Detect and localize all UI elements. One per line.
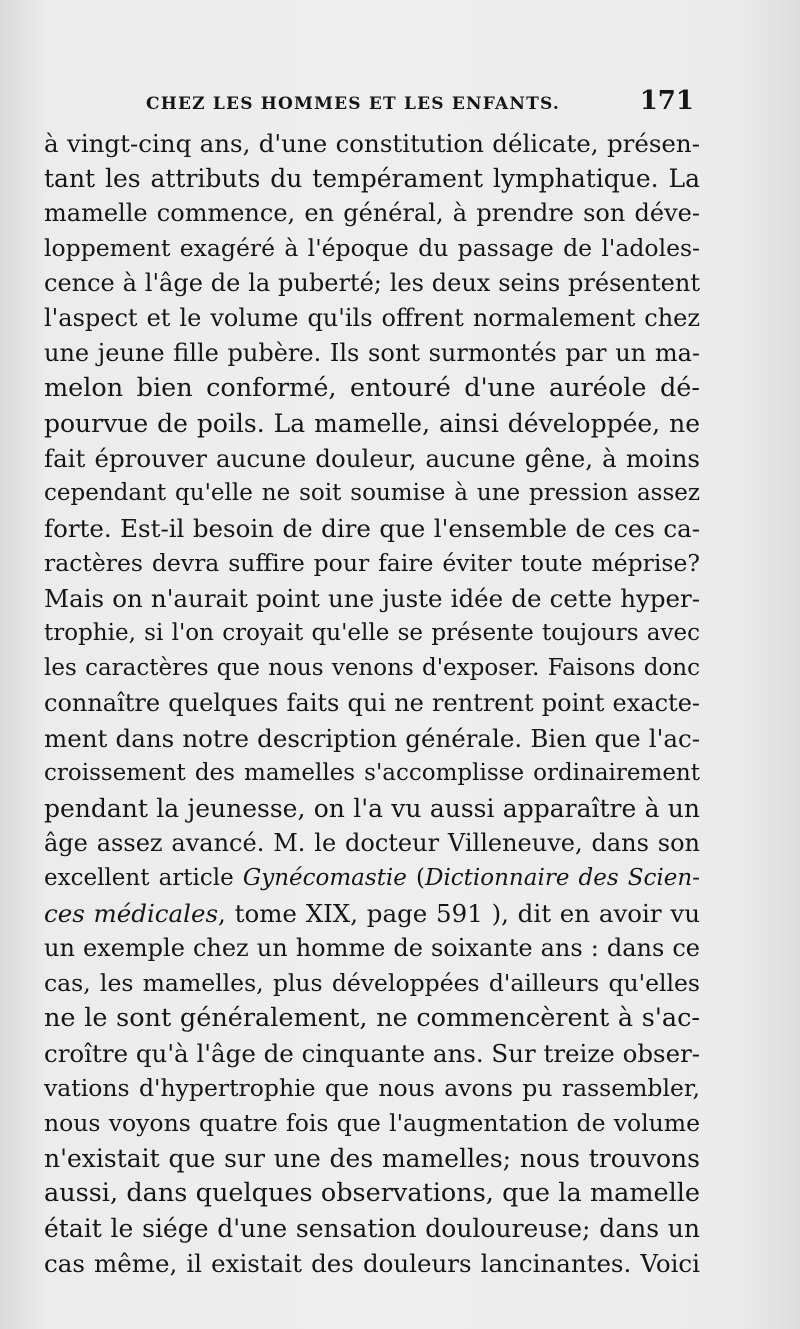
text-line — [44, 791, 700, 826]
text-segment: l'aspect et le volume qu'ils offrent normalement chez — [44, 304, 700, 332]
text-line — [44, 196, 700, 231]
text-line — [44, 406, 700, 441]
text-line — [44, 266, 700, 301]
text-line — [44, 616, 700, 651]
text-segment: aussi, dans quelques observations, que la mamelle — [44, 1178, 700, 1208]
text-segment: ( — [406, 865, 425, 891]
text-line — [44, 336, 700, 371]
text-segment: cas, les mamelles, plus développées d'ailleurs qu'elles — [44, 969, 700, 997]
text-line — [44, 1001, 700, 1036]
text-line — [44, 651, 700, 686]
text-segment: croître qu'à l'âge de cinquante ans. Sur treize obser- — [44, 1039, 700, 1068]
text-segment: un exemple chez un homme de soixante ans : dans ce — [44, 934, 700, 962]
text-segment: n'existait que sur une des mamelles; nous trouvons — [44, 1144, 700, 1173]
text-segment: mamelle commence, en général, à prendre son déve- — [44, 199, 700, 227]
running-head: CHEZ LES HOMMES ET LES ENFANTS. — [146, 94, 561, 114]
text-line — [44, 301, 700, 336]
text-line — [44, 546, 700, 581]
text-segment: ment dans notre description générale. Bien que l'ac- — [44, 724, 700, 753]
text-line — [44, 861, 700, 896]
text-segment: âge assez avancé. M. le docteur Villeneuve, dans son — [44, 829, 700, 857]
text-line — [44, 1176, 700, 1211]
text-segment: pourvue de poils. La mamelle, ainsi développée, ne — [44, 409, 700, 438]
page-number: 171 — [639, 86, 694, 116]
body-text — [44, 126, 700, 1281]
text-line — [44, 126, 700, 161]
text-segment: à vingt-cinq ans, d'une constitution délicate, présen- — [44, 129, 700, 158]
text-segment: cas même, il existait des douleurs lancinantes. Voici — [44, 1249, 700, 1278]
italic-text: Dictionnaire des Scien- — [425, 865, 700, 891]
text-line — [44, 896, 700, 931]
text-segment: vations d'hypertrophie que nous avons pu rassembler, — [44, 1074, 700, 1102]
text-line — [44, 231, 700, 266]
italic-text: Gynécomastie — [242, 865, 407, 891]
text-segment: ne le sont généralement, ne commencèrent à s'ac- — [44, 1003, 700, 1033]
text-segment: connaître quelques faits qui ne rentrent point exacte- — [44, 689, 700, 717]
text-line — [44, 721, 700, 756]
text-segment: était le siége d'une sensation douloureuse; dans un — [44, 1214, 700, 1243]
text-line — [44, 756, 700, 791]
text-segment: tant les attributs du tempérament lymphatique. La — [44, 164, 700, 193]
text-line — [44, 1071, 700, 1106]
text-line — [44, 1036, 700, 1071]
text-segment: forte. Est-il besoin de dire que l'ensemble de ces ca- — [44, 514, 700, 543]
text-line — [44, 441, 700, 476]
text-segment: les caractères que nous venons d'exposer. Faisons donc — [44, 655, 700, 681]
text-line — [44, 1246, 700, 1281]
text-segment: cence à l'âge de la puberté; les deux seins présentent — [44, 269, 700, 297]
text-segment: excellent article — [44, 865, 243, 891]
text-line — [44, 511, 700, 546]
text-segment: trophie, si l'on croyait qu'elle se présente toujours avec — [44, 620, 700, 646]
text-segment: melon bien conformé, entouré d'une auréole dé- — [44, 373, 700, 403]
text-segment: pendant la jeunesse, on l'a vu aussi apparaître à un — [44, 794, 700, 823]
text-line — [44, 581, 700, 616]
text-line — [44, 931, 700, 966]
text-line — [44, 826, 700, 861]
text-line — [44, 1141, 700, 1176]
text-line — [44, 1106, 700, 1141]
text-line — [44, 371, 700, 406]
page-header — [146, 86, 706, 122]
text-segment: ractères devra suffire pour faire éviter toute méprise? — [44, 549, 700, 577]
text-line — [44, 686, 700, 721]
text-segment: cependant qu'elle ne soit soumise à une pression assez — [44, 480, 700, 506]
text-line — [44, 1211, 700, 1246]
text-segment: loppement exagéré à l'époque du passage de l'adoles- — [44, 234, 700, 262]
text-segment: nous voyons quatre fois que l'augmentation de volume — [44, 1109, 700, 1137]
text-segment: fait éprouver aucune douleur, aucune gêne, à moins — [44, 444, 700, 473]
text-line — [44, 161, 700, 196]
text-line — [44, 966, 700, 1001]
text-segment: une jeune fille pubère. Ils sont surmontés par un ma- — [44, 339, 700, 367]
text-line — [44, 476, 700, 511]
italic-text: ces médicales — [44, 899, 219, 928]
text-segment: , tome XIX, page 591 ), dit en avoir vu — [218, 899, 700, 928]
text-segment: croissement des mamelles s'accomplisse ordinairement — [44, 760, 700, 786]
text-segment: Mais on n'aurait point une juste idée de cette hyper- — [44, 584, 700, 613]
